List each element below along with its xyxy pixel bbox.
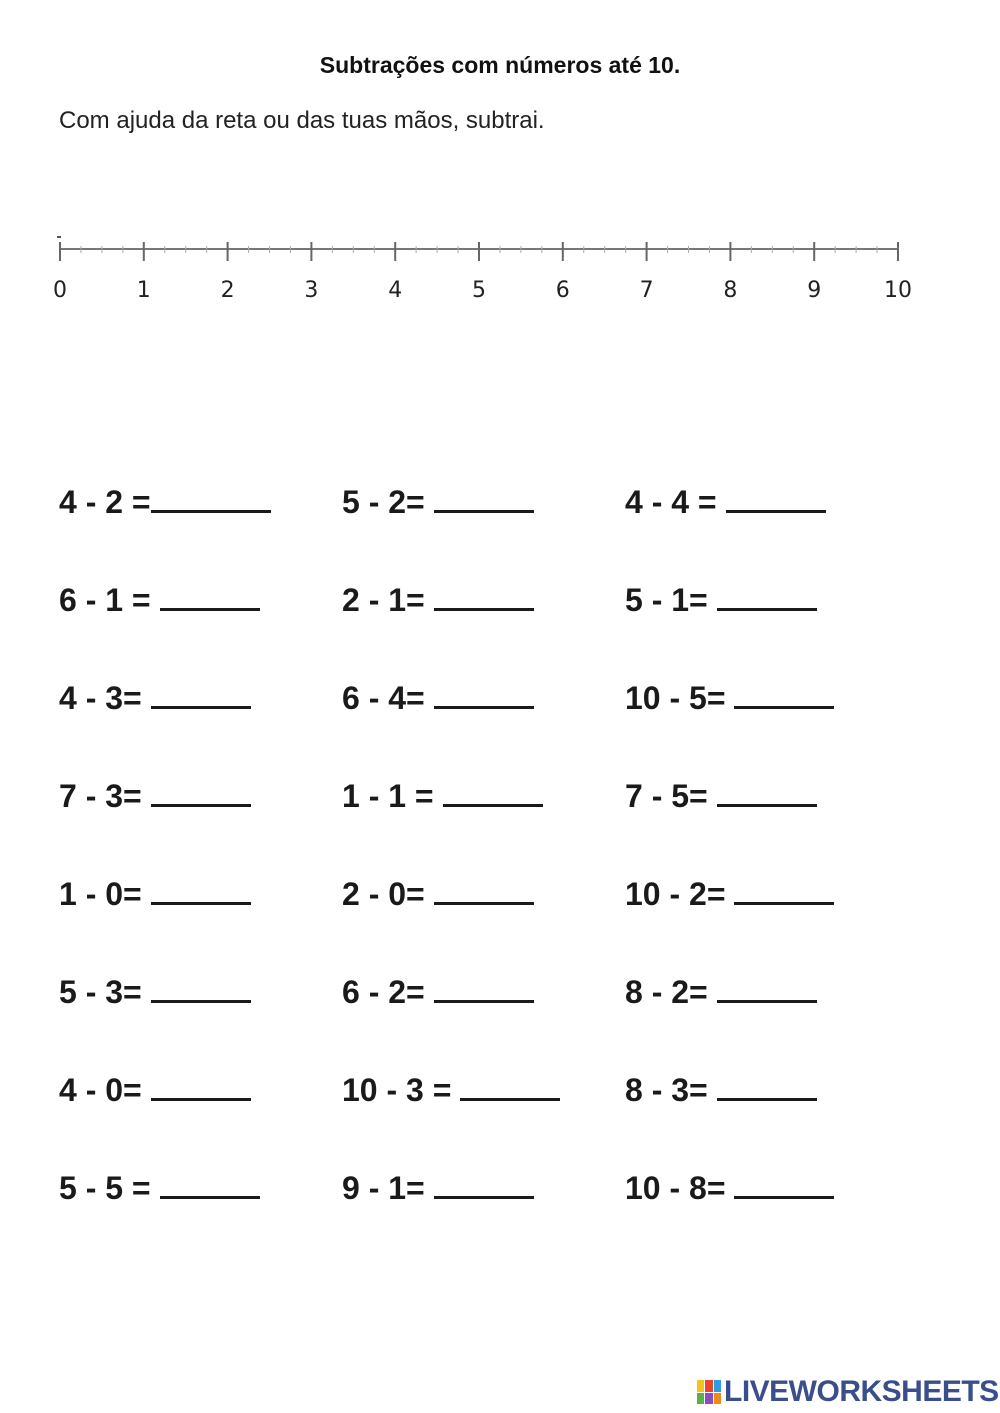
answer-blank[interactable]: [434, 676, 534, 709]
exercise-expression: 4 - 2 =: [59, 484, 151, 520]
answer-blank[interactable]: [160, 578, 260, 611]
exercise-item: [59, 480, 271, 520]
exercise-item: [342, 676, 534, 716]
exercise-expression: 8 - 2=: [625, 974, 717, 1010]
instructions-text: Com ajuda da reta ou das tuas mãos, subtrai.: [59, 107, 545, 134]
answer-blank[interactable]: [151, 480, 271, 513]
exercise-item: [625, 970, 817, 1010]
number-line-label: 3: [304, 278, 319, 303]
exercise-item: [342, 970, 534, 1010]
answer-blank[interactable]: [460, 1068, 560, 1101]
exercise-item: [342, 774, 543, 814]
answer-blank[interactable]: [734, 872, 834, 905]
number-line-label: 8: [723, 278, 738, 303]
exercise-expression: 8 - 3=: [625, 1072, 717, 1108]
answer-blank[interactable]: [160, 1166, 260, 1199]
exercise-expression: 10 - 3 =: [342, 1072, 461, 1108]
answer-blank[interactable]: [717, 970, 817, 1003]
answer-blank[interactable]: [151, 774, 251, 807]
exercise-item: [625, 872, 834, 912]
answer-blank[interactable]: [151, 970, 251, 1003]
exercise-item: [625, 480, 826, 520]
exercise-item: [342, 1166, 534, 1206]
number-line-label: 7: [639, 278, 654, 303]
answer-blank[interactable]: [717, 774, 817, 807]
exercise-expression: 5 - 5 =: [59, 1170, 160, 1206]
answer-blank[interactable]: [717, 578, 817, 611]
exercise-expression: 10 - 2=: [625, 876, 735, 912]
exercise-expression: 5 - 3=: [59, 974, 151, 1010]
answer-blank[interactable]: [443, 774, 543, 807]
number-line-label: 0: [53, 278, 67, 303]
liveworksheets-logo: [697, 1376, 999, 1408]
answer-blank[interactable]: [434, 970, 534, 1003]
exercise-expression: 7 - 3=: [59, 778, 151, 814]
exercise-item: [342, 872, 534, 912]
number-line-label: 5: [472, 278, 486, 303]
exercise-item: [59, 578, 260, 618]
exercise-expression: 1 - 1 =: [342, 778, 443, 814]
answer-blank[interactable]: [151, 676, 251, 709]
exercise-expression: 6 - 2=: [342, 974, 434, 1010]
answer-blank[interactable]: [151, 1068, 251, 1101]
number-line: [40, 225, 930, 315]
answer-blank[interactable]: [717, 1068, 817, 1101]
number-line-label: 4: [388, 278, 403, 303]
answer-blank[interactable]: [434, 480, 534, 513]
answer-blank[interactable]: [434, 578, 534, 611]
answer-blank[interactable]: [734, 1166, 834, 1199]
exercise-item: [625, 578, 817, 618]
exercise-expression: 4 - 3=: [59, 680, 151, 716]
exercise-expression: 9 - 1=: [342, 1170, 434, 1206]
exercise-expression: 6 - 1 =: [59, 582, 160, 618]
exercise-expression: 10 - 5=: [625, 680, 735, 716]
exercise-item: [625, 676, 834, 716]
exercise-item: [625, 1068, 817, 1108]
answer-blank[interactable]: [726, 480, 826, 513]
exercise-expression: 10 - 8=: [625, 1170, 735, 1206]
exercise-item: [59, 1068, 251, 1108]
exercise-expression: 7 - 5=: [625, 778, 717, 814]
answer-blank[interactable]: [734, 676, 834, 709]
worksheet-title: Subtrações com números até 10.: [319, 52, 681, 78]
exercise-item: [342, 480, 534, 520]
exercise-item: [625, 774, 817, 814]
exercise-expression: 1 - 0=: [59, 876, 151, 912]
exercise-expression: 4 - 0=: [59, 1072, 151, 1108]
exercise-expression: 5 - 1=: [625, 582, 717, 618]
exercise-item: [59, 676, 251, 716]
number-line-label: 1: [136, 278, 151, 303]
exercise-item: [625, 1166, 834, 1206]
exercise-expression: 2 - 0=: [342, 876, 434, 912]
answer-blank[interactable]: [434, 1166, 534, 1199]
number-line-label: 9: [807, 278, 822, 303]
liveworksheets-logo-icon: [697, 1380, 721, 1404]
exercise-expression: 2 - 1=: [342, 582, 434, 618]
number-line-label: 6: [555, 278, 570, 303]
exercise-expression: 4 - 4 =: [625, 484, 726, 520]
number-line-label: 2: [220, 278, 235, 303]
exercise-expression: 6 - 4=: [342, 680, 434, 716]
exercise-expression: 5 - 2=: [342, 484, 434, 520]
answer-blank[interactable]: [151, 872, 251, 905]
exercise-item: [342, 578, 534, 618]
liveworksheets-brand: LIVEWORKSHEETS: [724, 1375, 999, 1408]
answer-blank[interactable]: [434, 872, 534, 905]
number-line-label: 10: [884, 278, 912, 303]
exercise-item: [342, 1068, 560, 1108]
number-line-graphic: [40, 225, 930, 315]
exercise-item: [59, 872, 251, 912]
exercise-item: [59, 1166, 260, 1206]
exercise-item: [59, 774, 251, 814]
exercise-item: [59, 970, 251, 1010]
